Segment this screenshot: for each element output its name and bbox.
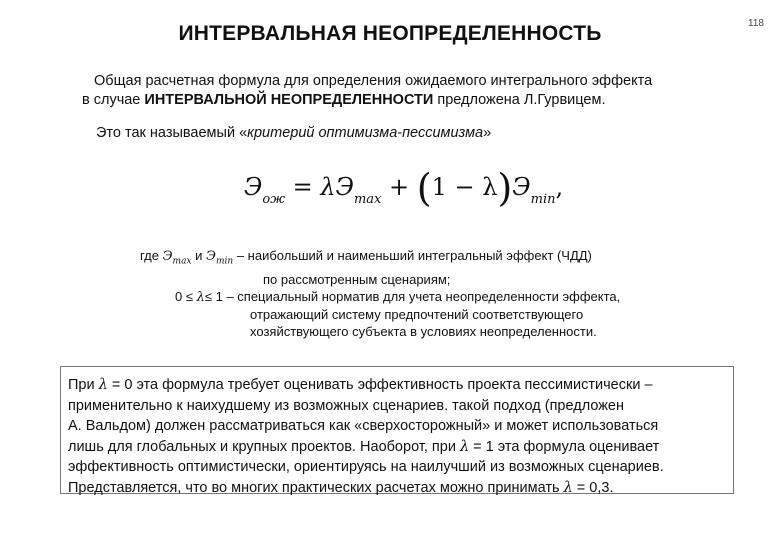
formula-plus: + [381, 173, 417, 201]
formula-e-max-sub: max [353, 192, 382, 207]
box-line-1-pre: При [68, 377, 99, 393]
criterion-post: » [483, 125, 492, 141]
definition-1-text: – наибольший и наименьший интегральный эффект (ЧДД) [233, 248, 592, 263]
page-title: ИНТЕРВАЛЬНАЯ НЕОПРЕДЕЛЕННОСТЬ [178, 22, 602, 45]
where-word: где [140, 248, 163, 263]
range-high: ≤ 1 [204, 288, 223, 304]
intro-line-2-pre: в случае [82, 92, 145, 108]
criterion-line [96, 125, 491, 141]
definition-2-continuation-1: отражающий систему предпочтений соответствующего [250, 306, 584, 322]
formula-e-min-sub: min [530, 192, 556, 207]
formula-one-minus-lambda: 1 − λ [431, 173, 498, 201]
intro-line-2-post: предложена Л.Гурвицем. [433, 92, 606, 108]
box-lambda-1: λ [98, 377, 108, 393]
formula-tail: , [555, 173, 564, 201]
formula-eq: = [284, 173, 321, 201]
definition-1-continuation: по рассмотренным сценариям; [263, 271, 451, 287]
box-lambda-3: λ [563, 479, 573, 496]
box-line-3: А. Вальдом) должен рассматриваться как «сверхосторожный» и может использоваться [68, 418, 659, 434]
box-line-4-pre: лишь для глобальных и крупных проектов. Наоборот, при [68, 438, 460, 455]
criterion-name: критерий оптимизма-пессимизма [247, 125, 484, 141]
definition-row-1 [140, 247, 680, 271]
symbol-e-min-sub: min [215, 256, 234, 267]
box-line-6-pre: Представляется, что во многих практических расчетах можно принимать [68, 479, 564, 496]
box-line-4 [68, 437, 733, 458]
box-line-2: применительно к наихудшему из возможных сценариев. такой подход (предложен [68, 397, 624, 414]
definitions-block [140, 247, 680, 340]
box-line-6-post: = 0,3. [572, 479, 614, 496]
symbol-e-max [162, 249, 192, 267]
range-lambda: λ [196, 289, 205, 305]
definition-2-continuation-2: хозяйствующего субъекта в условиях неопределенности. [250, 323, 597, 339]
box-line-1 [68, 375, 733, 396]
formula-e-min: Э [512, 173, 531, 201]
formula-right-paren: ) [497, 166, 513, 210]
box-lambda-2: λ [459, 438, 470, 455]
box-line-5: эффективность оптимистически, ориентируясь на наилучший из возможных сценариев. [68, 459, 664, 475]
box-line-1-post: = 0 эта формула требует оценивать эффективность проекта пессимистически – [107, 377, 653, 393]
formula-e-max: Э [335, 173, 354, 201]
formula-lhs: Э [244, 173, 263, 201]
hurwicz-formula [244, 166, 563, 210]
and-word: и [191, 248, 207, 263]
formula-lambda: λ [320, 173, 336, 201]
explanation-box [60, 366, 734, 494]
range-low: 0 ≤ [175, 288, 197, 304]
box-line-6 [68, 478, 733, 499]
intro-line-1: Общая расчетная формула для определения ожидаемого интегрального эффекта [94, 73, 653, 89]
intro-line-2 [82, 91, 722, 110]
page-number: 118 [748, 18, 764, 29]
criterion-pre: Это так называемый « [96, 125, 248, 141]
intro-paragraph [82, 72, 722, 110]
formula-lhs-sub: ож [262, 192, 285, 207]
symbol-e-max-sub: max [172, 256, 192, 267]
definition-2-text: – специальный норматив для учета неопределенности эффекта, [222, 288, 621, 304]
box-line-4-post: = 1 эта формула оценивает [469, 438, 660, 455]
symbol-e-max-base: Э [162, 249, 173, 264]
formula-left-paren: ( [416, 166, 432, 210]
symbol-e-min-base: Э [206, 249, 216, 264]
intro-line-2-bold: ИНТЕРВАЛЬНОЙ НЕОПРЕДЕЛЕННОСТИ [144, 92, 434, 108]
symbol-e-min [206, 249, 234, 267]
definition-row-2 [140, 288, 680, 306]
